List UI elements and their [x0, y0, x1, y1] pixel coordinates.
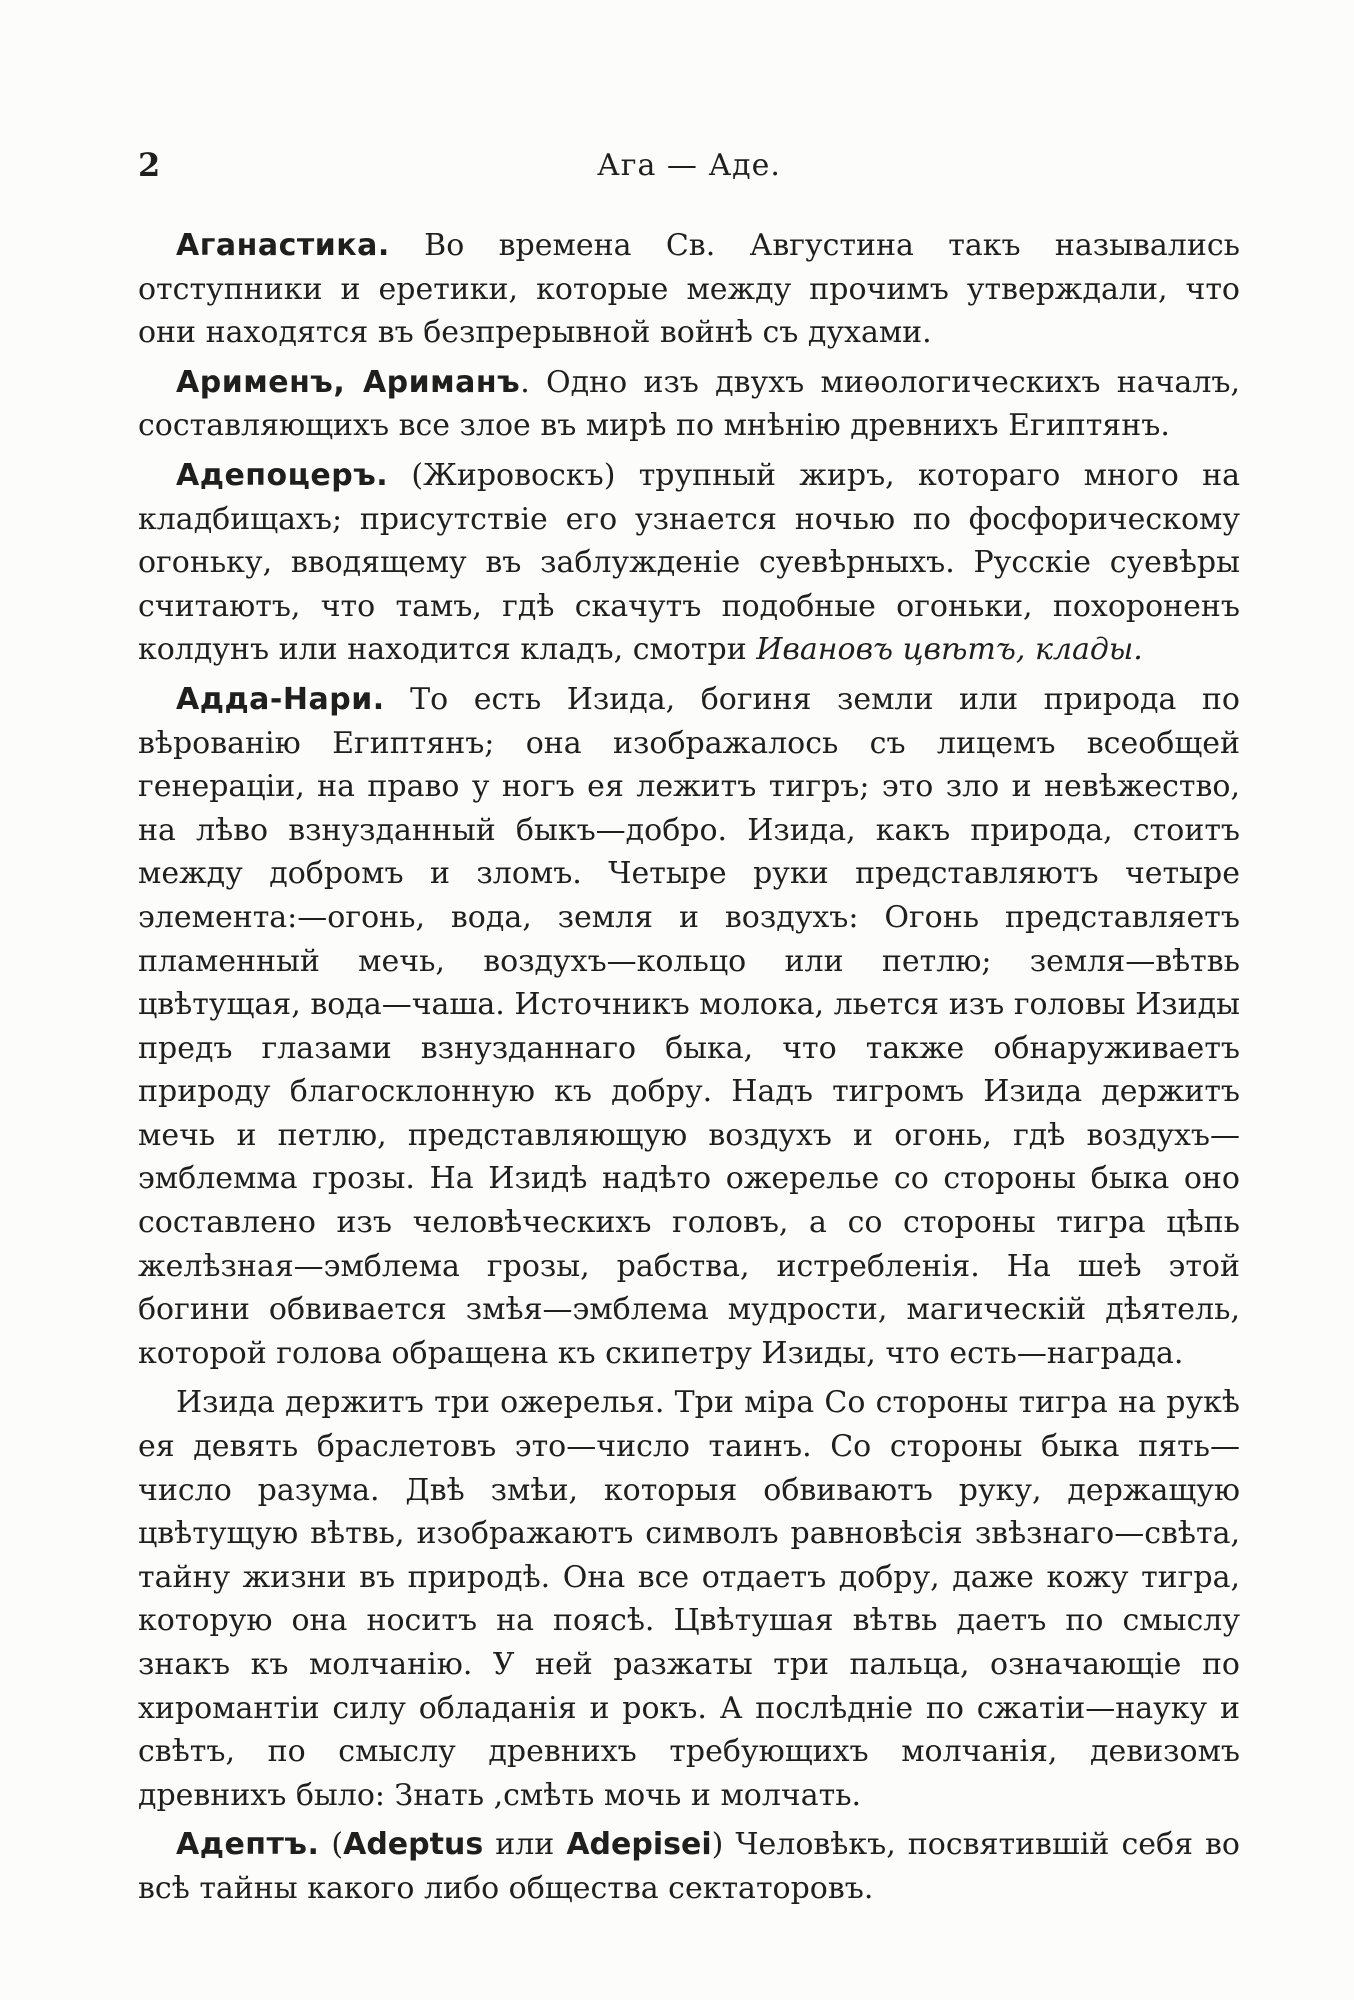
entry-text: Во времена Св. Августина такъ назывались отступники и еретики, которые между прочимъ утверждали, что они находятся въ безпрерывной войнѣ съ духами.	[138, 228, 1240, 351]
entry-term: Адда-Нари.	[176, 681, 385, 717]
entry-text-mid: или	[483, 1827, 567, 1863]
latin-term: Adeptus	[343, 1827, 484, 1863]
entry-adda-nari-continued	[138, 1381, 1240, 1817]
see-also-reference: Ивановъ цвѣтъ, клады.	[756, 632, 1143, 668]
entry-adda-nari	[138, 678, 1240, 1376]
page-header	[138, 146, 1240, 188]
entry-text: (Жировоскъ) трупный жиръ, котораго много на кладбищахъ; присутствіе его узнается ночью по фосфорическому огоньку, вводящему въ заблужденіе суевѣрныхъ. Русскіе суевѣры считаютъ, что тамъ, гдѣ скачутъ подобные огоньки, похороненъ колдунъ или находится кладъ, смотри	[138, 457, 1240, 668]
entry-text: ) Человѣкъ, посвятившій себя во всѣ тайны какого либо общества сектаторовъ.	[138, 1827, 1240, 1906]
entry-term: Адепоцеръ.	[176, 457, 389, 493]
entry-text: То есть Изида, богиня земли или природа по вѣрованію Египтянъ; она изображалось съ лицемъ всеобщей генераціи, на право у ногъ ея лежитъ тигръ; это зло и невѣжество, на лѣво взнузданный быкъ—добро. Изида, какъ природа, стоитъ между добромъ и зломъ. Четыре руки представляютъ четыре элемента:—огонь, вода, земля и воздухъ: Огонь представляетъ пламенный мечь, воздухъ—кольцо или петлю; земля—вѣтвь цвѣтущая, вода—чаша. Источникъ молока, льется изъ головы Изиды предъ глазами взнузданнаго быка, что также обнаруживаетъ природу благосклонную къ добру. Надъ тигромъ Изида держитъ мечь и петлю, представляющую воздухъ и огонь, гдѣ воздухъ—эмблемма грозы. На Изидѣ надѣто ожерелье со стороны быка оно составлено изъ человѣческихъ головъ, а со стороны тигра цѣпь желѣзная—эмблема грозы, рабства, истребленія. На шеѣ этой богини обвивается змѣя—эмблема мудрости, магическій дѣятель, которой голова обращена къ скипетру Изиды, что есть—награда.	[138, 681, 1240, 1371]
entry-term: Адептъ.	[176, 1827, 320, 1863]
entry-arimen	[138, 361, 1240, 448]
entry-text: . Одно изъ двухъ миѳологическихъ началъ, составляющихъ все злое въ мирѣ по мнѣнію древнихъ Египтянъ.	[138, 364, 1240, 444]
entry-text-pre: (	[319, 1827, 344, 1863]
entry-term: Арименъ, Ариманъ	[176, 364, 521, 400]
entry-aganastika	[138, 224, 1240, 355]
page-number: 2	[138, 146, 161, 184]
entry-text: Изида держитъ три ожерелья. Три міра Со стороны тигра на рукѣ ея девять браслетовъ это—число таинъ. Со стороны быка пять—число разума. Двѣ змѣи, которыя обвиваютъ руку, держащую цвѣтущую вѣтвь, изображаютъ символъ равновѣсія звѣзнаго—свѣта, тайну жизни въ природѣ. Она все отдаетъ добру, даже кожу тигра, которую она носитъ на поясѣ. Цвѣтушая вѣтвь даетъ по смыслу знакъ къ молчанію. У ней разжаты три пальца, означающіе по хиромантіи силу обладанія и рокъ. А послѣдніе по сжатіи—науку и свѣтъ, по смыслу древнихъ требующихъ молчанія, девизомъ древнихъ было: Знать ,смѣть мочь и молчать.	[138, 1385, 1240, 1813]
entry-term: Аганастика.	[176, 228, 390, 263]
entry-adepotser	[138, 454, 1240, 672]
entry-adept	[138, 1823, 1240, 1910]
book-page	[138, 146, 1240, 1917]
latin-term: Adepisei	[566, 1827, 712, 1863]
running-head: Ага — Аде.	[597, 148, 781, 183]
